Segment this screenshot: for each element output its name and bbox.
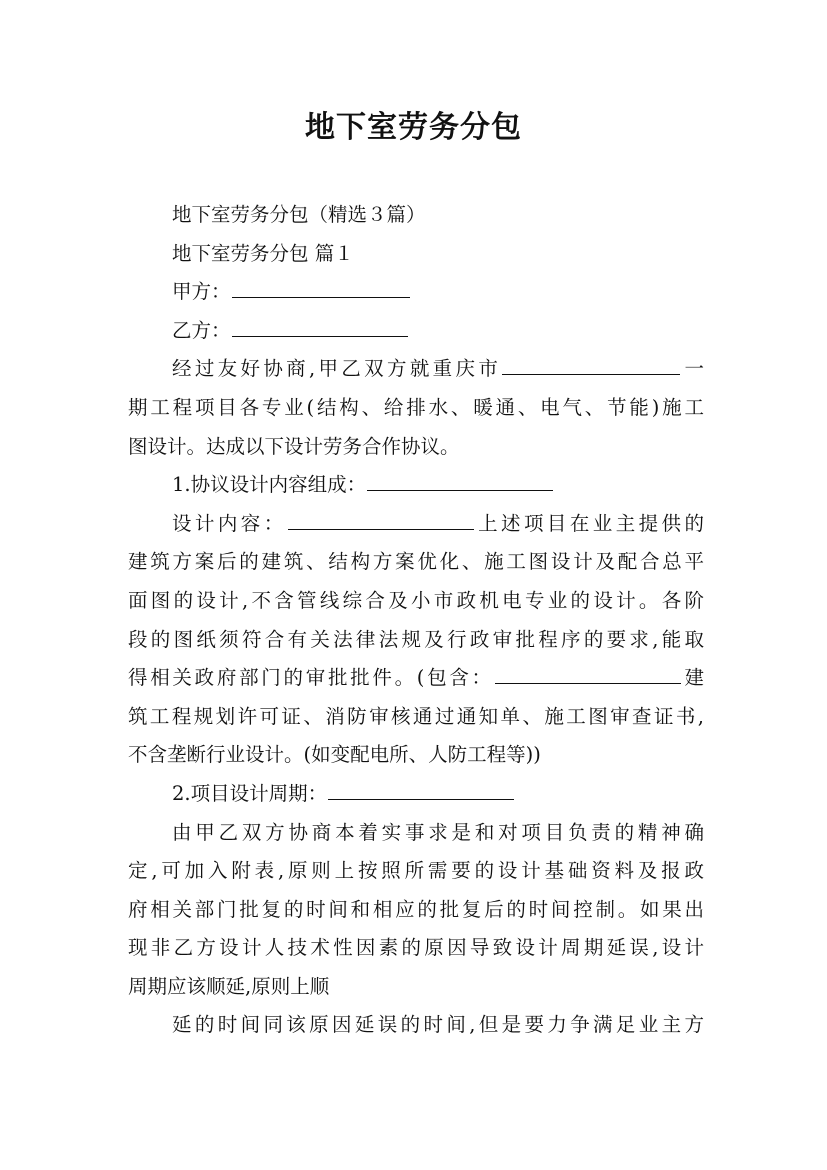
document-body xyxy=(128,196,704,1045)
paragraph-line: 延的时间同该原因延误的时间,但是要力争满足业主方 xyxy=(172,1013,704,1037)
paragraph-section-heading: 地下室劳务分包 篇１ xyxy=(172,241,354,265)
text-segment: 设计内容： xyxy=(172,511,287,535)
paragraph-line: 段的图纸须符合有关法律法规及行政审批程序的要求,能取 xyxy=(128,627,704,651)
clause-1-heading xyxy=(128,466,704,505)
clause-1-blank xyxy=(367,468,553,491)
text-segment: 得相关政府部门的审批批件。(包含： xyxy=(128,666,494,690)
paragraph-line xyxy=(128,659,704,698)
party-a-blank xyxy=(232,275,410,298)
party-b-blank xyxy=(232,314,408,337)
paragraph-line: 不含垄断行业设计。(如变配电所、人防工程等)) xyxy=(128,743,541,767)
paragraph-line xyxy=(128,350,704,389)
paragraph-line: 面图的设计,不含管线综合及小市政机电专业的设计。各阶 xyxy=(128,588,704,612)
party-a-label: 甲方： xyxy=(172,280,231,304)
paragraph-line: 由甲乙双方协商本着实事求是和对项目负责的精神确 xyxy=(172,820,704,844)
clause-1-label: 1.协议设计内容组成： xyxy=(172,473,367,497)
paragraph-line: 府相关部门批复的时间和相应的批复后的时间控制。如果出 xyxy=(128,897,704,921)
text-segment: 一 xyxy=(681,357,704,381)
paragraph-line: 周期应该顺延,原则上顺 xyxy=(128,974,330,998)
party-b-line xyxy=(128,312,704,351)
clause-2-blank xyxy=(328,777,514,800)
clause-2-heading xyxy=(128,775,704,814)
text-segment: 经过友好协商,甲乙双方就重庆市 xyxy=(172,357,502,381)
paragraph-line: 筑工程规划许可证、消防审核通过通知单、施工图审查证书, xyxy=(128,704,704,728)
text-segment: 建 xyxy=(681,666,704,690)
paragraph-line: 定,可加入附表,原则上按照所需要的设计基础资料及报政 xyxy=(128,859,704,883)
paragraph-line: 图设计。达成以下设计劳务合作协议。 xyxy=(128,434,460,458)
document-title: 地下室劳务分包 xyxy=(305,110,522,145)
clause-2-label: 2.项目设计周期： xyxy=(172,781,328,805)
text-segment: 上述项目在业主提供的 xyxy=(474,511,704,535)
paragraph-line: 期工程项目各专业(结构、给排水、暖通、电气、节能)施工 xyxy=(128,395,704,419)
paragraph-line xyxy=(128,505,704,544)
includes-blank xyxy=(495,661,681,684)
party-a-line xyxy=(128,273,704,312)
paragraph-line: 建筑方案后的建筑、结构方案优化、施工图设计及配合总平 xyxy=(128,550,704,574)
project-name-blank xyxy=(502,352,680,375)
paragraph-line: 现非乙方设计人技术性因素的原因导致设计周期延误,设计 xyxy=(128,936,704,960)
party-b-label: 乙方： xyxy=(172,318,231,342)
paragraph-subtitle: 地下室劳务分包（精选３篇） xyxy=(172,203,426,226)
design-content-blank xyxy=(288,507,474,530)
